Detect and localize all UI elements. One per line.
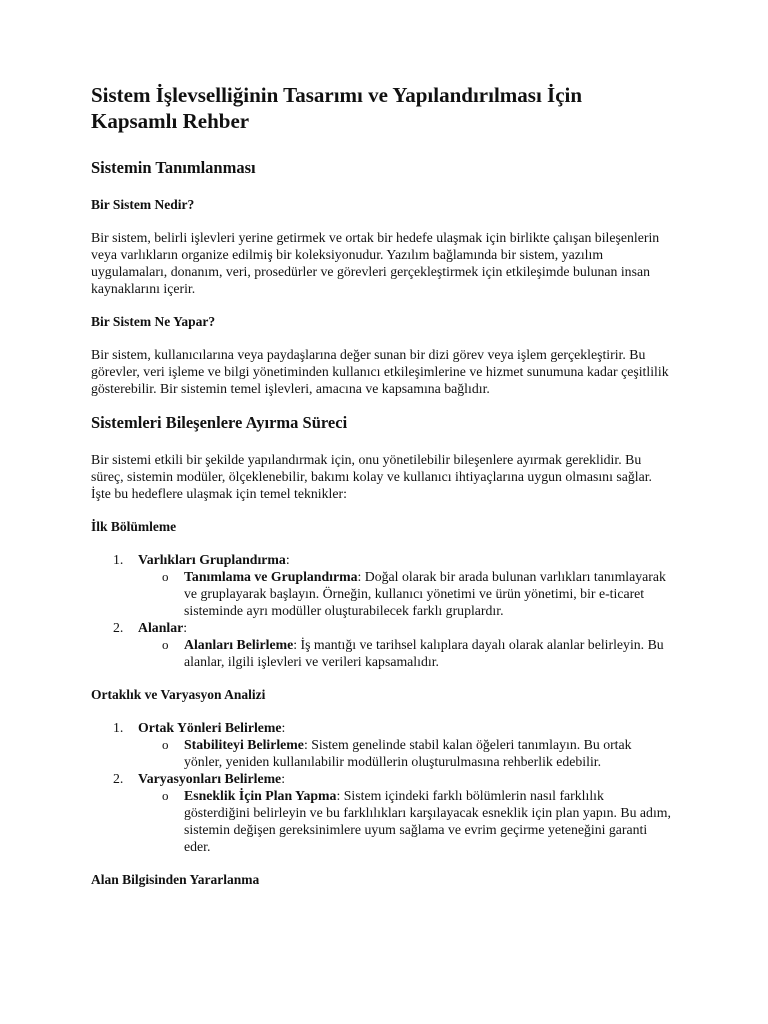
list-item-colon: : — [183, 620, 188, 635]
sub-item-text: : İş mantığı ve tarihsel kalıplara dayalı olarak alanlar belirleyin. Bu alanlar, ilgili işlevleri ve verileri kapsamalıdır. — [184, 637, 664, 669]
sub-list-item — [138, 787, 672, 855]
list-initial-partition — [91, 551, 672, 670]
subheading-what-system-does: Bir Sistem Ne Yapar? — [91, 314, 216, 329]
sub-list-item — [138, 568, 672, 619]
circle-bullet-icon: o — [162, 637, 169, 652]
list-number: 1. — [113, 720, 124, 735]
list-item — [91, 770, 672, 855]
sub-item-text: : Sistem içindeki farklı bölümlerin nasıl farklılık gösterdiğini belirleyin ve bu farklılıkları karşılayacak esneklik için plan yapın. Bu adım, sistemin değişen gereksinimlere uyum sağlama ve evrim geçirme yeteneğini garanti eder. — [184, 788, 671, 854]
sub-list — [138, 787, 672, 855]
subheading-initial-partition: İlk Bölümleme — [91, 519, 177, 534]
document-title: Sistem İşlevselliğinin Tasarımı ve Yapılandırılması İçin Kapsamlı Rehber — [91, 83, 583, 133]
subheading-commonality-analysis: Ortaklık ve Varyasyon Analizi — [91, 687, 266, 702]
sub-list — [138, 736, 672, 770]
list-item-title: Varlıkları Gruplandırma — [138, 552, 286, 567]
sub-list-item — [138, 636, 672, 670]
list-item-colon: : — [285, 552, 290, 567]
list-commonality-analysis — [91, 719, 672, 855]
circle-bullet-icon: o — [162, 737, 169, 752]
list-item — [91, 551, 672, 619]
list-item-title: Varyasyonları Belirleme — [138, 771, 282, 786]
list-number: 2. — [113, 620, 124, 635]
sub-item-title: Alanları Belirleme — [184, 637, 294, 652]
list-number: 1. — [113, 552, 124, 567]
sub-item-text: : Sistem genelinde stabil kalan öğeleri tanımlayın. Bu ortak yönler, yeniden kullanılabilir modüllerin oluşturulmasına rehberlik edebilir. — [184, 737, 632, 769]
list-item-colon: : — [281, 771, 286, 786]
subheading-what-is-system: Bir Sistem Nedir? — [91, 197, 195, 212]
list-item-colon: : — [281, 720, 286, 735]
list-item — [91, 619, 672, 670]
circle-bullet-icon: o — [162, 569, 169, 584]
sub-list — [138, 568, 672, 619]
list-item — [91, 719, 672, 770]
sub-item-title: Esneklik İçin Plan Yapma — [184, 788, 337, 803]
paragraph-decomposition: Bir sistemi etkili bir şekilde yapılandırmak için, onu yönetilebilir bileşenlere ayırmak gereklidir. Bu süreç, sistemin modüler, ölçeklenebilir, bakımı kolay ve kullanıcı ihtiyaçlarına uygun olmasını sağlar. İşte bu hedeflere ulaşmak için temel teknikler: — [91, 452, 652, 501]
section-heading-decomposition: Sistemleri Bileşenlere Ayırma Süreci — [91, 413, 348, 432]
sub-list-item — [138, 736, 672, 770]
sub-item-text: : Doğal olarak bir arada bulunan varlıkları tanımlayarak ve gruplayarak başlayın. Örneğin, kullanıcı yönetimi ve ürün yönetimi, bir e-ticaret sisteminde ayrı modüller oluşturabilecek farklı gruplardır. — [184, 569, 666, 618]
list-item-title: Ortak Yönleri Belirleme — [138, 720, 282, 735]
sub-item-title: Tanımlama ve Gruplandırma — [184, 569, 358, 584]
subheading-domain-knowledge: Alan Bilgisinden Yararlanma — [91, 872, 260, 887]
sub-item-title: Stabiliteyi Belirleme — [184, 737, 304, 752]
circle-bullet-icon: o — [162, 788, 169, 803]
list-number: 2. — [113, 771, 124, 786]
section-heading-definition: Sistemin Tanımlanması — [91, 158, 256, 177]
paragraph-what-is-system: Bir sistem, belirli işlevleri yerine getirmek ve ortak bir hedefe ulaşmak için birlikte çalışan bileşenlerin veya varlıkların organize edilmiş bir koleksiyonudur. Yazılım bağlamında bir sistem, yazılım uygulamaları, donanım, veri, prosedürler ve görevleri gerçekleştirmek için etkileşimde bulunan insan kaynaklarını içerir. — [91, 230, 660, 296]
list-item-title: Alanlar — [138, 620, 184, 635]
sub-list — [138, 636, 672, 670]
paragraph-what-system-does: Bir sistem, kullanıcılarına veya paydaşlarına değer sunan bir dizi görev veya işlem gerçekleştirir. Bu görevler, veri işleme ve bilgi yönetiminden kullanıcı etkileşimlerine ve hizmet sunumuna kadar çeşitlilik gösterebilir. Bir sistemin temel işlevleri, amacına ve kapsamına bağlıdır. — [91, 347, 669, 396]
